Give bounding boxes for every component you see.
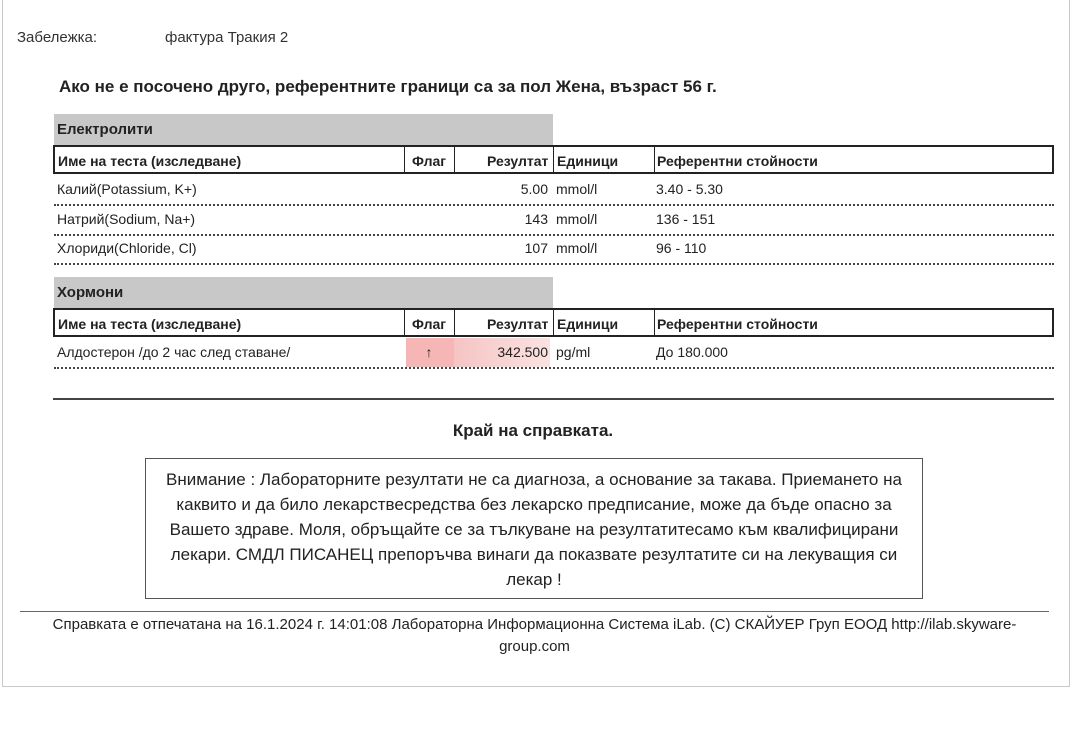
reference-notice: Ако не е посочено друго, референтните граници са за пол Жена, възраст 56 г. — [59, 77, 717, 96]
col-name-header: Име на теста (изследване) — [58, 316, 242, 332]
end-divider — [53, 398, 1054, 400]
col-flag-header: Флаг — [412, 153, 447, 169]
col-name-header: Име на теста (изследване) — [58, 153, 242, 169]
table-header-hormones — [53, 308, 1054, 337]
high-flag-arrow-icon: ↑ — [425, 344, 433, 360]
col-units-header: Единици — [557, 153, 619, 169]
table-row: Хлориди(Chloride, Cl) 107 mmol/l 96 - 110 — [54, 234, 1054, 265]
print-footer: Справката е отпечатана на 16.1.2024 г. 14:01:08 Лабораторна Информационна Система iLab. (C) СКАЙУЕР Груп ЕООД http://ilab.skyware-group.com — [52, 616, 1017, 655]
note-label: Забележка: — [17, 29, 98, 46]
table-row: Натрий(Sodium, Na+) 143 mmol/l 136 - 151 — [54, 205, 1054, 236]
section-title-electrolytes: Електролити — [54, 114, 553, 145]
table-row: Калий(Potassium, K+) 5.00 mmol/l 3.40 - 5.30 — [54, 175, 1054, 206]
col-result-header: Резултат — [487, 316, 549, 332]
warning-box: Внимание : Лабораторните резултати не са диагноза, а основание за такава. Приемането на каквито и да било лекарствесредства без лекарско предписание, може да бъде опасно за Вашето здраве. Моля, обръщайте се за тълкуване на резултатитесамо към квалифицирани лекари. СМДЛ ПИСАНЕЦ препоръчва винаги да показвате резултатите си на лекуващия си лекар ! — [145, 458, 923, 599]
col-result-header: Резултат — [487, 153, 549, 169]
col-reference-header: Референтни стойности — [657, 316, 818, 332]
note-value: фактура Тракия 2 — [165, 29, 289, 46]
col-flag-header: Флаг — [412, 316, 447, 332]
footer-divider — [20, 611, 1049, 612]
col-units-header: Единици — [557, 316, 619, 332]
end-of-report-title: Край на справката. — [452, 421, 614, 440]
col-reference-header: Референтни стойности — [657, 153, 818, 169]
table-row: Алдостерон /до 2 час след ставане/ ↑ 342.500 pg/ml До 180.000 — [54, 338, 1054, 369]
section-title-hormones: Хормони — [54, 277, 553, 308]
table-header-electrolytes — [53, 145, 1054, 174]
